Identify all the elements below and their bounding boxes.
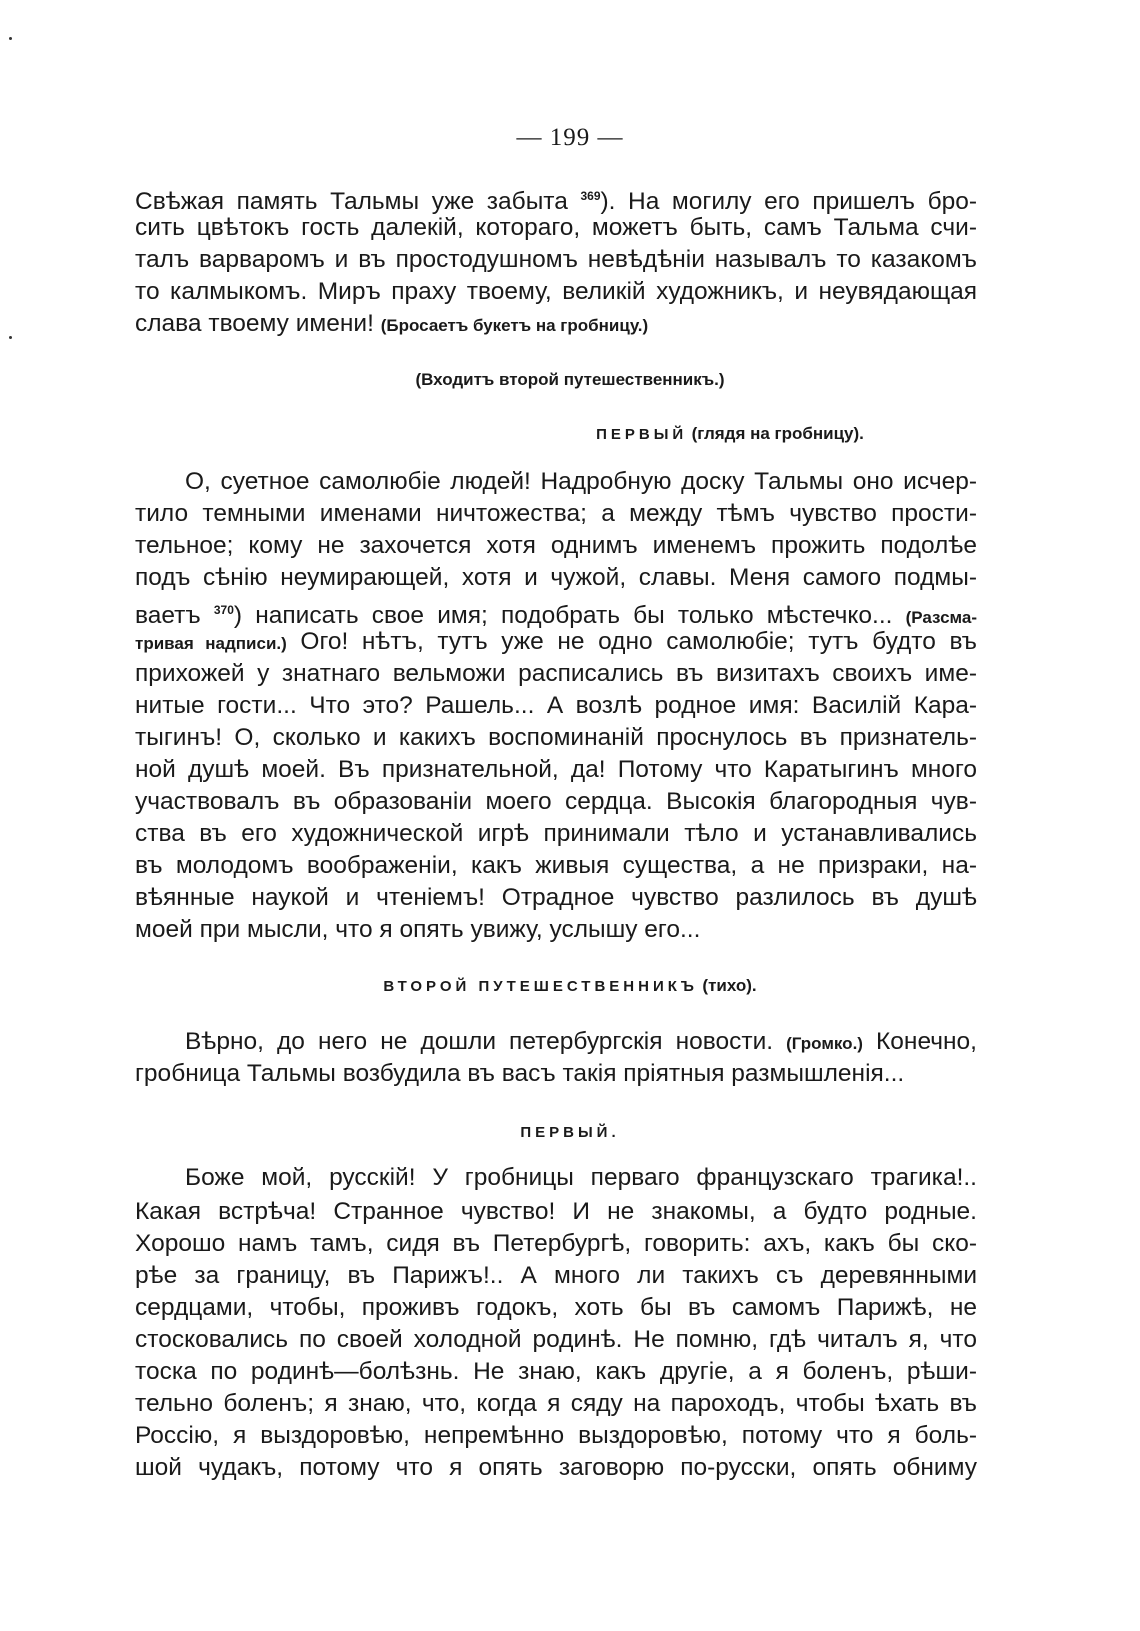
text-line: ства въ его художнической игрѣ принимали тѣло и устанавливались	[135, 820, 977, 847]
margin-mark	[9, 37, 12, 40]
speaker-heading	[160, 424, 1140, 444]
text-line: ваетъ $^{370}$) написать свое имя; подобрать бы только мѣстечко... (Разсма-	[135, 602, 977, 629]
text-line: подъ сѣнію неумирающей, хотя и чужой, славы. Меня самого подмы-	[135, 564, 977, 591]
text-line: тельно боленъ; я знаю, что, когда я сяду на пароходъ, чтобы ѣхать въ	[135, 1390, 977, 1417]
text-line: Хорошо намъ тамъ, сидя въ Петербургѣ, говорить: ахъ, какъ бы ско-	[135, 1230, 977, 1257]
speaker-note: (тихо).	[702, 976, 757, 995]
text-line: ной душѣ моей. Въ признательной, да! Потому что Каратыгинъ много	[135, 756, 977, 783]
text-line: слава твоему имени! (Бросаетъ букетъ на гробницу.)	[135, 310, 649, 337]
stage-direction-inline: (Бросаетъ букетъ на гробницу.)	[380, 316, 649, 335]
text-line: Какая встрѣча! Странное чувство! И не знакомы, а будто родные.	[135, 1198, 977, 1225]
text-line: рѣе за границу, въ Парижъ!.. А много ли такихъ съ деревянными	[135, 1262, 977, 1289]
stage-direction-inline: тривая надписи.)	[135, 634, 287, 653]
text-line: прихожей у знатнаго вельможи расписались въ визитахъ своихъ име-	[135, 660, 977, 687]
text-line: Россію, я выздоровѣю, непремѣнно выздоровѣю, потому что я боль-	[135, 1422, 977, 1449]
text-line: нитые гости... Что это? Рашель... А возлѣ родное имя: Василій Кара-	[135, 692, 977, 719]
stage-direction: (Входитъ второй путешественникъ.)	[415, 370, 725, 389]
speaker-heading	[0, 1124, 1140, 1142]
page-number: — 199 —	[516, 124, 624, 151]
speaker-name: ВТОРОЙ ПУТЕШЕСТВЕННИКЪ	[383, 978, 698, 995]
speaker-note: (глядя на гробницу).	[691, 424, 864, 443]
text-line: талъ варваромъ и въ простодушномъ невѣдѣніи называлъ то казакомъ	[135, 246, 977, 273]
text-line: гробница Тальмы возбудила въ васъ такія пріятныя размышленія...	[135, 1060, 905, 1087]
stage-direction-inline: (Громко.)	[786, 1034, 863, 1053]
text-line: тельное; кому не захочется хотя однимъ именемъ прожить подолѣе	[135, 532, 977, 559]
footnote-marker: 370	[213, 603, 234, 617]
footnote-marker: 369	[580, 189, 601, 203]
text-line: сить цвѣтокъ гость далекій, котораго, можетъ быть, самъ Тальма счи-	[135, 214, 977, 241]
text-line: моей при мысли, что я опять увижу, услышу его...	[135, 916, 701, 943]
text-line: стосковались по своей холодной родинѣ. Не помню, гдѣ читалъ я, что	[135, 1326, 977, 1353]
text-line: О, суетное самолюбіе людей! Надробную доску Тальмы оно исчер-	[185, 468, 977, 495]
text-line: тило темными именами ничтожества; а между тѣмъ чувство прости-	[135, 500, 977, 527]
text-line: тыгинъ! О, сколько и какихъ воспоминаній проснулось въ признатель-	[135, 724, 977, 751]
text-line: сердцами, чтобы, проживъ годокъ, хоть бы въ самомъ Парижѣ, не	[135, 1294, 977, 1321]
text-line: Свѣжая память Тальмы уже забыта $^{369}$). На могилу его пришелъ бро-	[135, 188, 978, 215]
text-line: Боже мой, русскій! У гробницы перваго французскаго трагика!..	[185, 1164, 977, 1191]
text-line: вѣянные наукой и чтеніемъ! Отрадное чувство разлилось въ душѣ	[135, 884, 977, 911]
text-line: тоска по родинѣ—болѣзнь. Не знаю, какъ другіе, а я боленъ, рѣши-	[135, 1358, 977, 1385]
text-line: то калмыкомъ. Миръ праху твоему, великій художникъ, и неувядающая	[135, 278, 977, 305]
text-line: участвовалъ въ образованіи моего сердца. Высокія благородныя чув-	[135, 788, 977, 815]
text-line: тривая надписи.) Ого! нѣтъ, тутъ уже не одно самолюбіе; тутъ будто въ	[135, 628, 977, 655]
margin-mark	[9, 336, 12, 339]
text-line: Вѣрно, до него не дошли петербургскія новости. (Громко.) Конечно,	[185, 1028, 977, 1055]
speaker-heading	[0, 976, 1140, 996]
text-line: въ молодомъ воображеніи, какъ живыя существа, а не призраки, на-	[135, 852, 977, 879]
speaker-name: ПЕРВЫЙ.	[520, 1124, 620, 1141]
speaker-name: ПЕРВЫЙ	[596, 426, 688, 443]
stage-direction-inline: (Разсма-	[905, 608, 977, 627]
text-line: шой чудакъ, потому что я опять заговорю по-русски, опять обниму	[135, 1454, 977, 1481]
